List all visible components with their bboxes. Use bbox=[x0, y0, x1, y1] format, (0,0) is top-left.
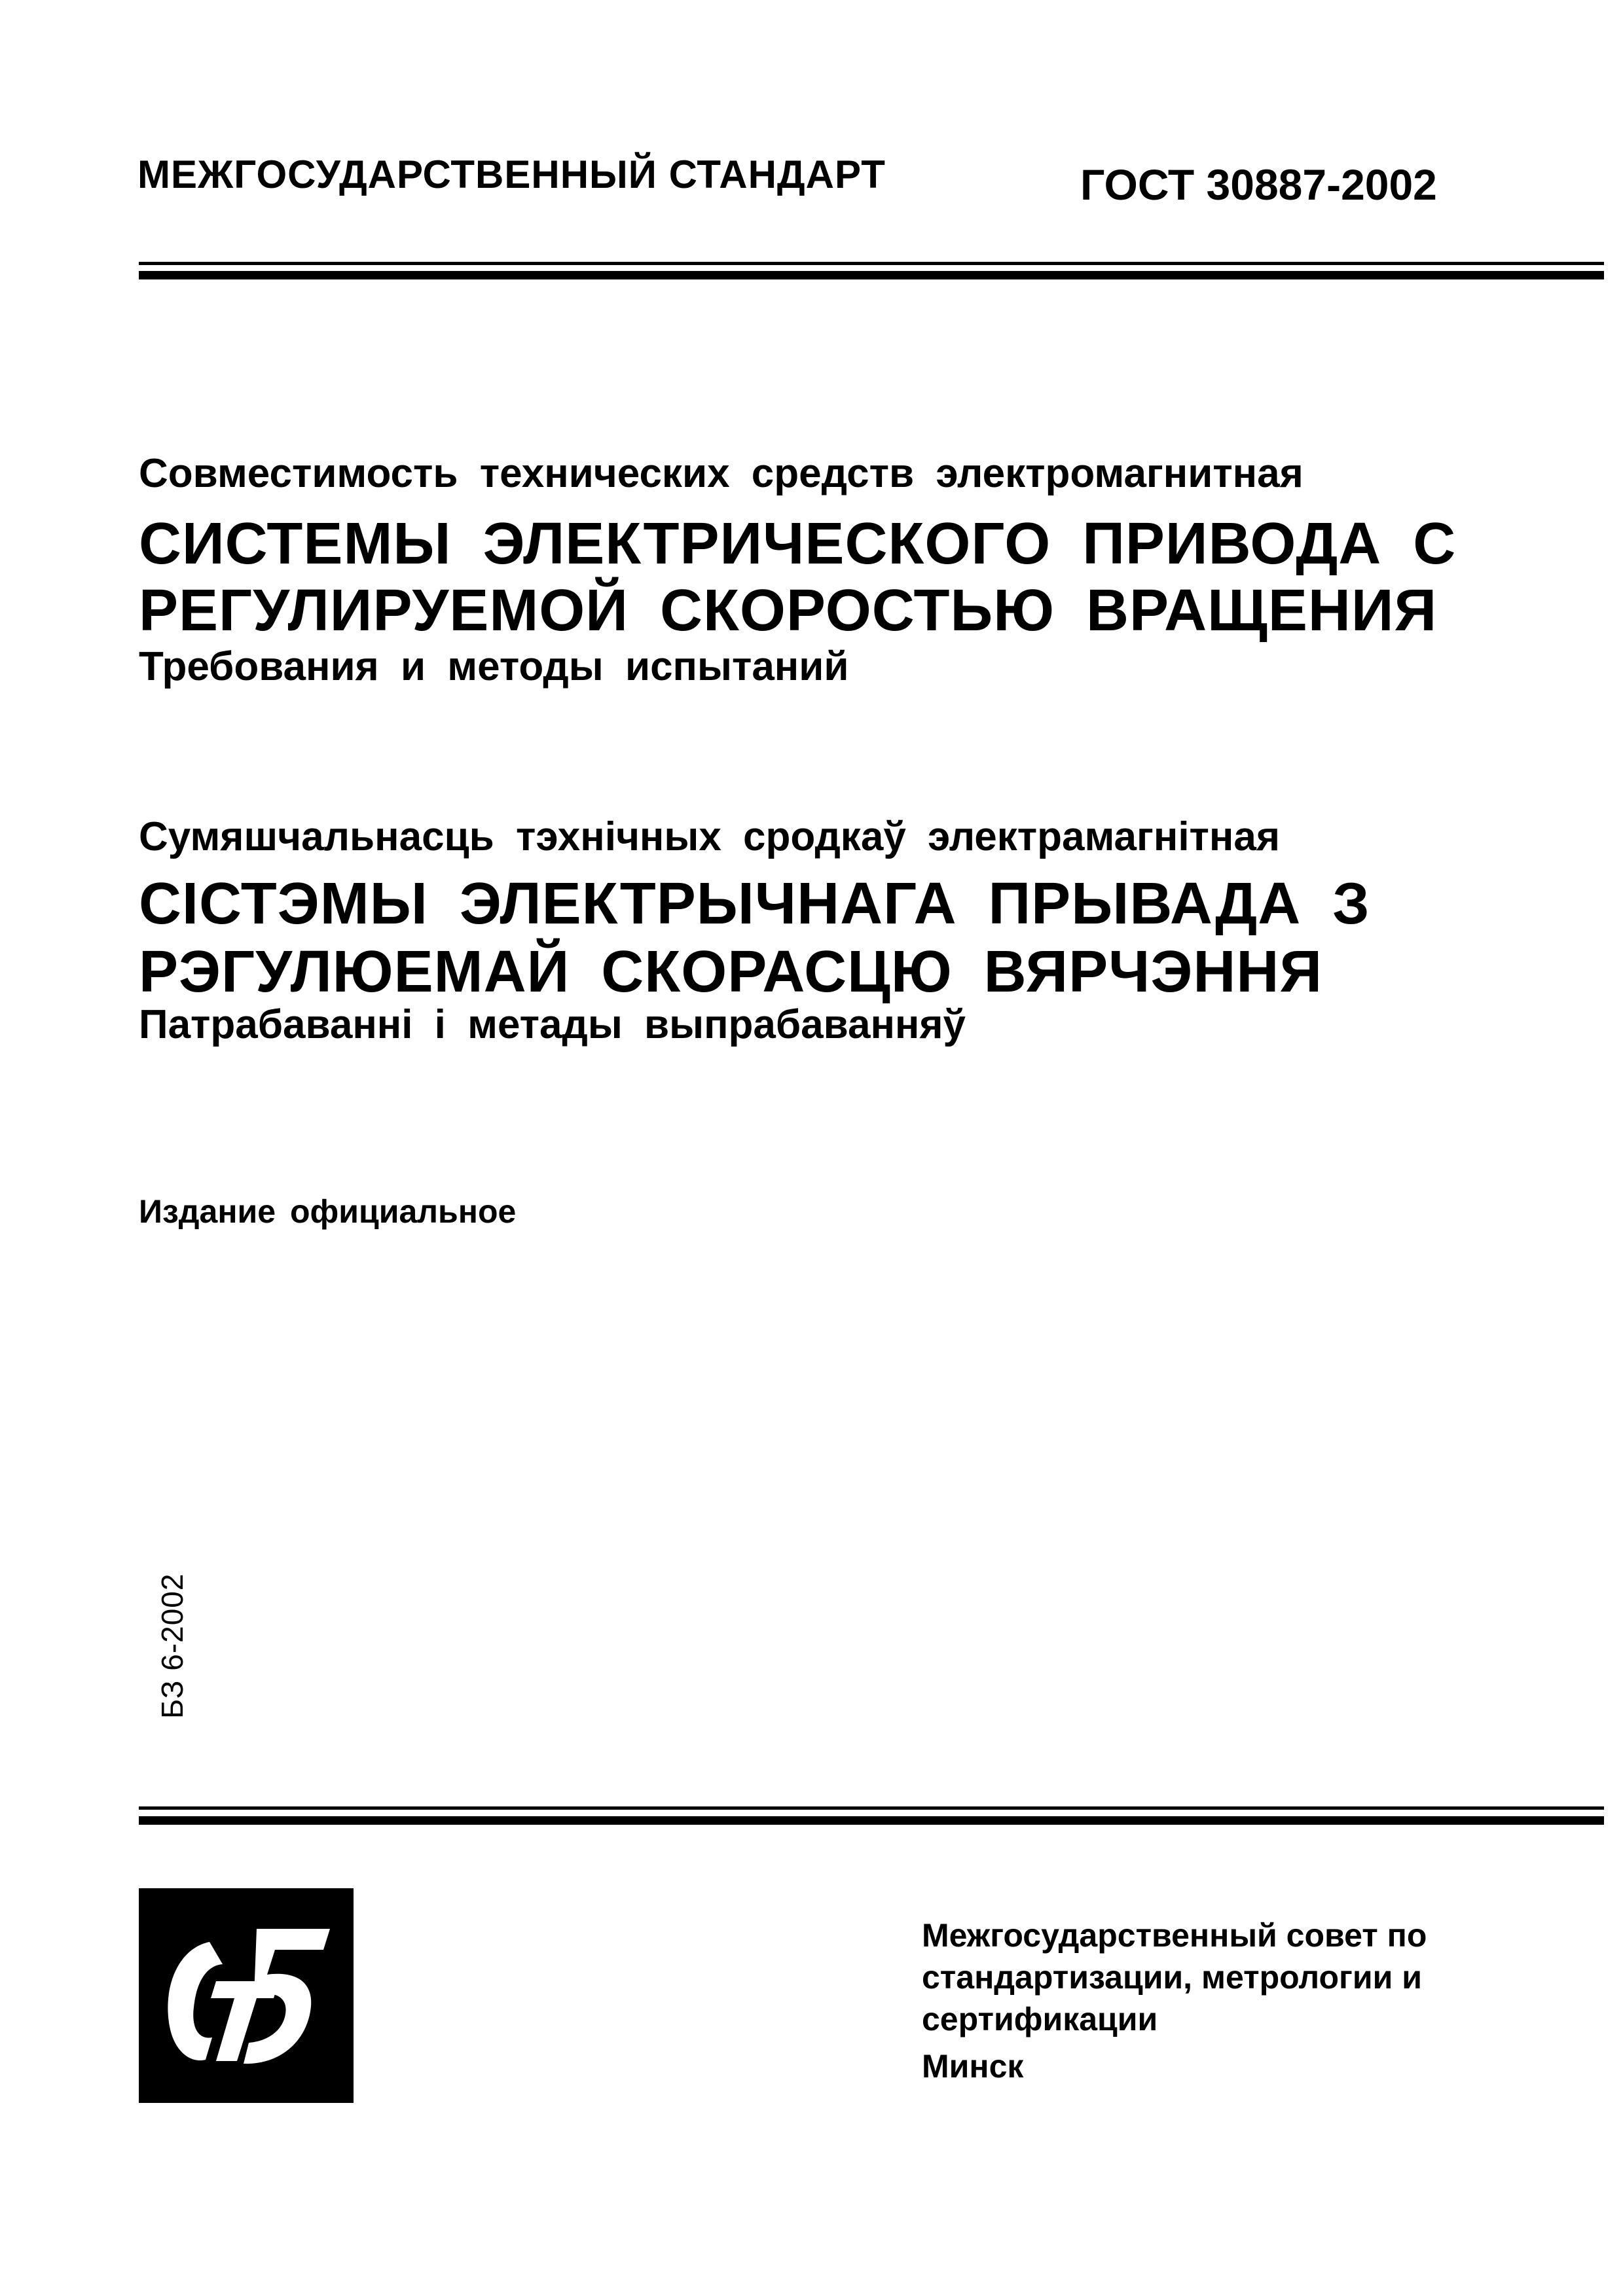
sb-logo-icon bbox=[139, 1888, 354, 2103]
title-by-line2: РЭГУЛЮЕМАЙ СКОРАСЦЮ ВЯРЧЭННЯ bbox=[139, 939, 1323, 1005]
standard-code: ГОСТ 30887-2002 bbox=[1080, 160, 1437, 209]
title-ru-subtitle: Требования и методы испытаний bbox=[139, 644, 849, 689]
council-line-1: Межгосударственный совет по bbox=[922, 1917, 1427, 1954]
side-code: БЗ 6-2002 bbox=[155, 1573, 189, 1719]
title-ru-line2: РЕГУЛИРУЕМОЙ СКОРОСТЬЮ ВРАЩЕНИЯ bbox=[139, 578, 1438, 643]
publisher-council bbox=[922, 1914, 1511, 2040]
council-line-2: стандартизации, метрологии и bbox=[922, 1959, 1422, 1996]
title-ru-line1: СИСТЕМЫ ЭЛЕКТРИЧЕСКОГО ПРИВОДА С bbox=[139, 511, 1457, 577]
council-line-3: сертификации bbox=[922, 2001, 1158, 2037]
bottom-rule-thin bbox=[139, 1806, 1604, 1810]
title-by-line1: СІСТЭМЫ ЭЛЕКТРЫЧНАГА ПРЫВАДА З bbox=[139, 871, 1370, 937]
publisher-city: Минск bbox=[922, 2048, 1024, 2085]
top-rule-thin bbox=[139, 262, 1604, 265]
edition-label: Издание официальное bbox=[139, 1193, 517, 1230]
title-by-subtitle: Патрабаванні і метады выпрабаванняў bbox=[139, 1002, 966, 1047]
title-ru-subject: Совместимость технических средств электромагнитная bbox=[139, 451, 1304, 496]
standard-type-label: МЕЖГОСУДАРСТВЕННЫЙ СТАНДАРТ bbox=[137, 152, 886, 196]
title-by-subject: Сумяшчальнасць тэхнічных сродкаў электрамагнітная bbox=[139, 814, 1281, 859]
bottom-rule-thick bbox=[139, 1816, 1604, 1825]
top-rule-thick bbox=[139, 271, 1604, 279]
